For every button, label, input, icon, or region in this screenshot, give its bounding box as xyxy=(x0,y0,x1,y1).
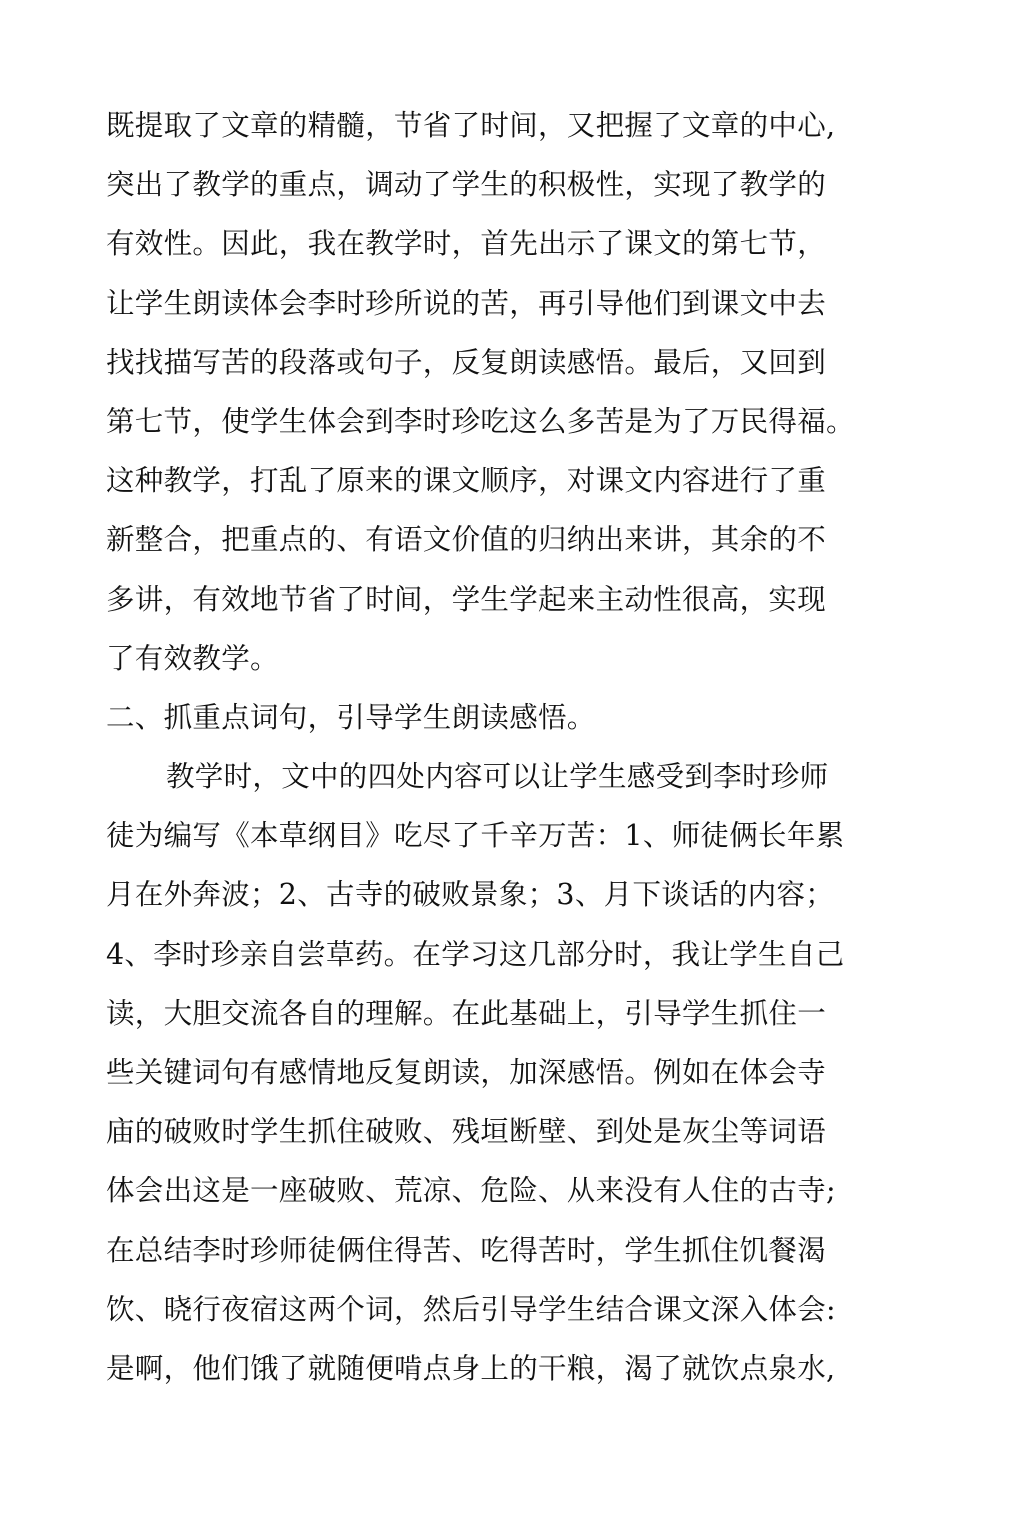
text-line: 读，大胆交流各自的理解。在此基础上，引导学生抓住一 xyxy=(106,996,827,1030)
text-line: 让学生朗读体会李时珍所说的苦，再引导他们到课文中去 xyxy=(106,286,827,320)
text-line: 既提取了文章的精髓，节省了时间，又把握了文章的中心, xyxy=(106,109,836,142)
text-line: 体会出这是一座破败、荒凉、危险、从来没有人住的古寺; xyxy=(106,1174,836,1208)
text-line: 突出了教学的重点，调动了学生的积极性，实现了教学的 xyxy=(106,168,827,202)
text-line: 在总结李时珍师徒俩住得苦、吃得苦时，学生抓住饥餐渴 xyxy=(106,1233,827,1267)
text-line: 饮、晓行夜宿这两个词，然后引导学生结合课文深入体会: xyxy=(106,1292,836,1326)
text-line: 新整合，把重点的、有语文价值的归纳出来讲，其余的不 xyxy=(106,523,827,557)
text-line: 月在外奔波；2、古寺的破败景象；3、月下谈话的内容； xyxy=(106,878,835,912)
text-line: 4、李时珍亲自尝草药。在学习这几部分时，我让学生自己 xyxy=(106,937,845,971)
text-line: 找找描写苦的段落或句子，反复朗读感悟。最后，又回到 xyxy=(106,345,827,379)
text-line: 是啊，他们饿了就随便啃点身上的干粮，渴了就饮点泉水, xyxy=(106,1351,836,1385)
text-line: 些关键词句有感情地反复朗读，加深感悟。例如在体会寺 xyxy=(106,1056,827,1089)
text-line: 徒为编写《本草纲目》吃尽了千辛万苦：1、师徒俩长年累 xyxy=(106,819,845,853)
section-heading: 二、抓重点词句，引导学生朗读感悟。 xyxy=(106,700,596,734)
body-text xyxy=(106,96,906,1398)
text-line: 了有效教学。 xyxy=(106,641,279,675)
text-line: 第七节，使学生体会到李时珍吃这么多苦是为了万民得福。 xyxy=(106,404,855,438)
text-line: 庙的破败时学生抓住破败、残垣断壁、到处是灰尘等词语 xyxy=(106,1115,827,1149)
text-line: 这种教学，打乱了原来的课文顺序，对课文内容进行了重 xyxy=(106,464,827,498)
paragraph-first-line: 教学时，文中的四处内容可以让学生感受到李时珍师 xyxy=(166,760,829,794)
text-line: 多讲，有效地节省了时间，学生学起来主动性很高，实现 xyxy=(106,582,827,616)
text-line: 有效性。因此，我在教学时，首先出示了课文的第七节， xyxy=(106,227,827,261)
